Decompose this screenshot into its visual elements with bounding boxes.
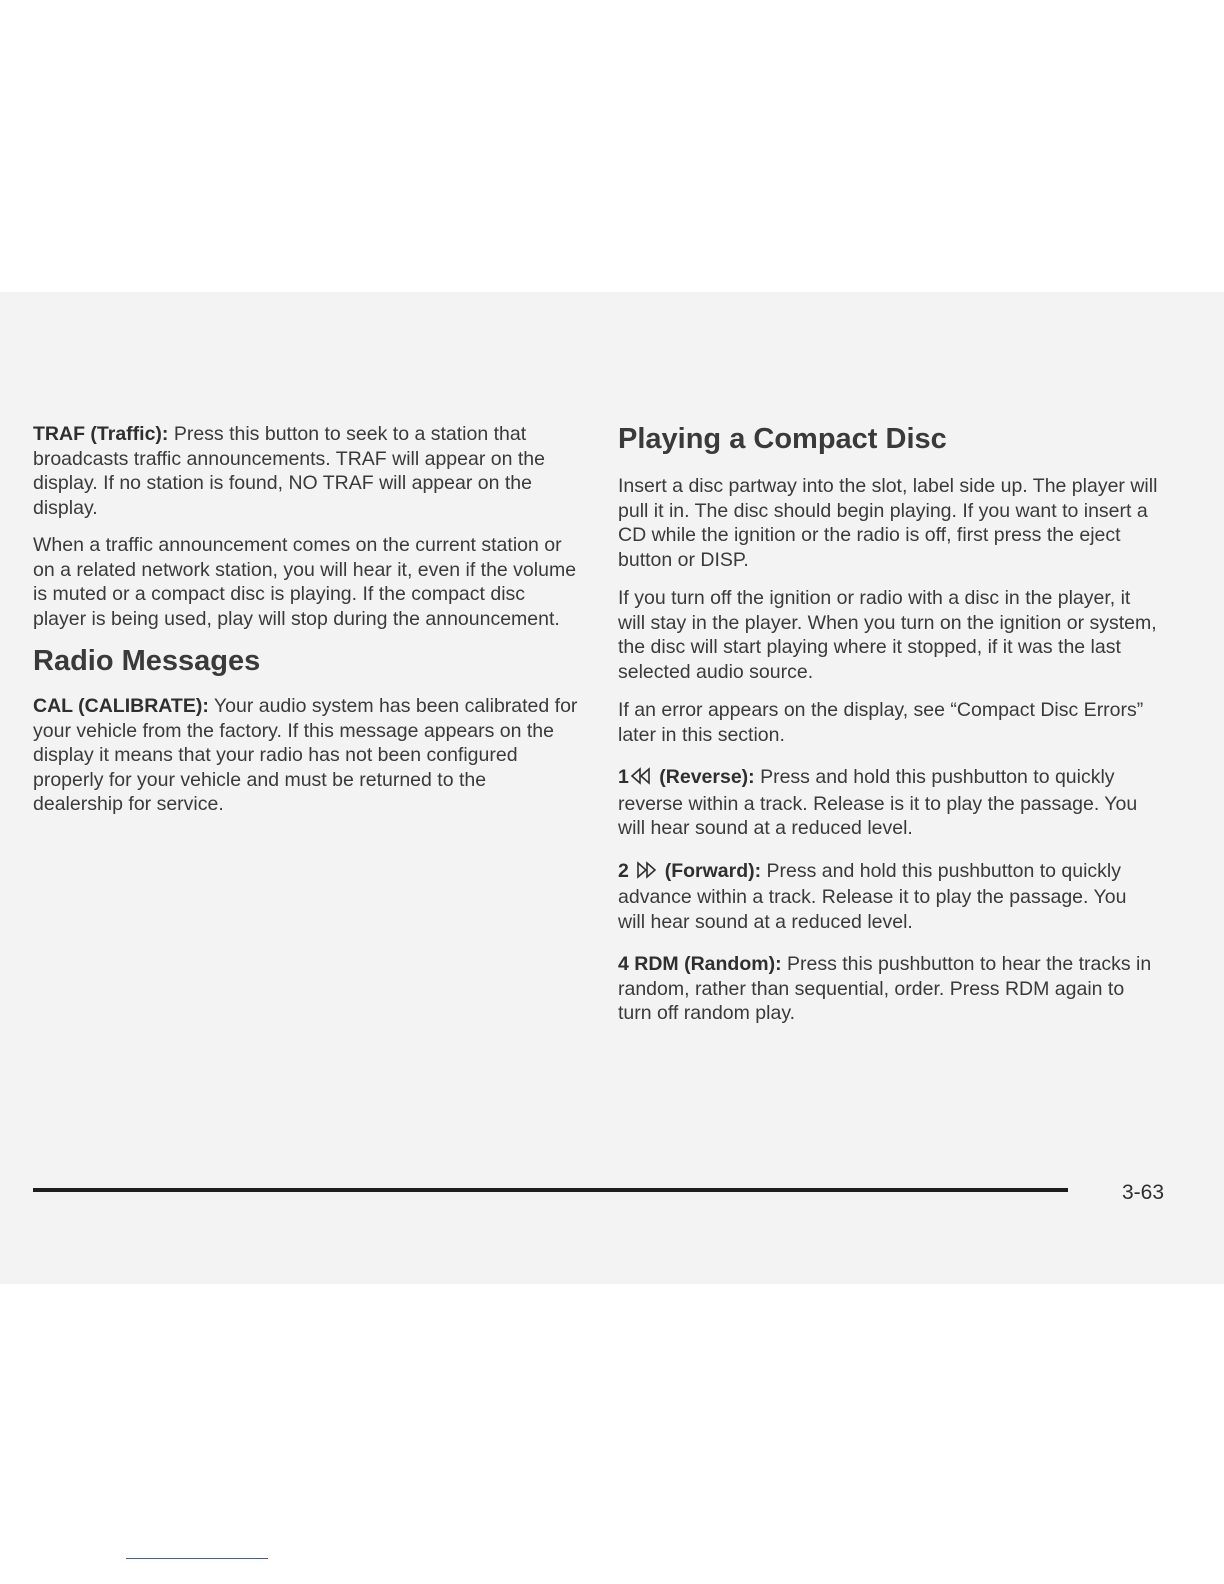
random-text: Press this pushbutton to hear the tracks in random, rather than sequential, order. Press RDM again to turn off random play. bbox=[618, 953, 1152, 1024]
ignition-paragraph: If you turn off the ignition or radio with a disc in the player, it will stay in the player. When you turn on the ignition or system, the disc will start playing where it stopped, if it was the last selected audio source. bbox=[618, 587, 1157, 683]
random-paragraph bbox=[618, 952, 1158, 1026]
reverse-text: Press and hold this pushbutton to quickly reverse within a track. Release is it to play the passage. You will hear sound at a reduced level. bbox=[618, 766, 1138, 839]
reverse-number: 1 bbox=[618, 766, 629, 788]
footer-rule bbox=[33, 1188, 1068, 1192]
cal-paragraph bbox=[33, 694, 581, 817]
insert-disc-paragraph: Insert a disc partway into the slot, label side up. The player will pull it in. The disc should begin playing. If you want to insert a CD while the ignition or the radio is off, first press the eject button or DISP. bbox=[618, 475, 1158, 571]
traf-text: Press this button to seek to a station that broadcasts traffic announcements. TRAF will appear on the display. If no station is found, NO TRAF will appear on the display. bbox=[33, 423, 545, 519]
playing-compact-disc-heading: Playing a Compact Disc bbox=[618, 423, 947, 455]
divider-line bbox=[126, 1558, 268, 1559]
forward-text: Press and hold this pushbutton to quickly advance within a track. Release it to play the passage. You will hear sound at a reduced level. bbox=[618, 859, 1127, 933]
reverse-icon bbox=[630, 767, 652, 792]
reverse-paragraph bbox=[618, 765, 1158, 841]
right-column bbox=[618, 422, 1158, 1040]
cal-lead: CAL (CALIBRATE): bbox=[33, 695, 209, 717]
radio-messages-heading: Radio Messages bbox=[33, 645, 261, 677]
traf-lead: TRAF (Traffic): bbox=[33, 423, 169, 445]
forward-number: 2 bbox=[618, 859, 629, 882]
reverse-lead: (Reverse): bbox=[659, 766, 755, 788]
traffic-announcement-paragraph: When a traffic announcement comes on the current station or on a related network station, you will hear it, even if the volume is muted or a compact disc is playing. If the compact disc player is being used, play will stop during the announcement. bbox=[33, 534, 577, 630]
forward-lead: (Forward): bbox=[664, 859, 762, 882]
forward-icon bbox=[635, 861, 657, 886]
left-column bbox=[33, 422, 581, 830]
random-lead: 4 RDM (Random): bbox=[618, 953, 782, 975]
forward-paragraph bbox=[618, 859, 1158, 935]
traf-paragraph bbox=[33, 422, 581, 520]
cal-text: Your audio system has been calibrated for your vehicle from the factory. If this message appears on the display it means that your radio has not been configured properly for your vehicle and must be returned to the dealership for service. bbox=[33, 695, 578, 815]
error-paragraph: If an error appears on the display, see “Compact Disc Errors” later in this section. bbox=[618, 699, 1144, 746]
page-number: 3-63 bbox=[1122, 1181, 1165, 1204]
